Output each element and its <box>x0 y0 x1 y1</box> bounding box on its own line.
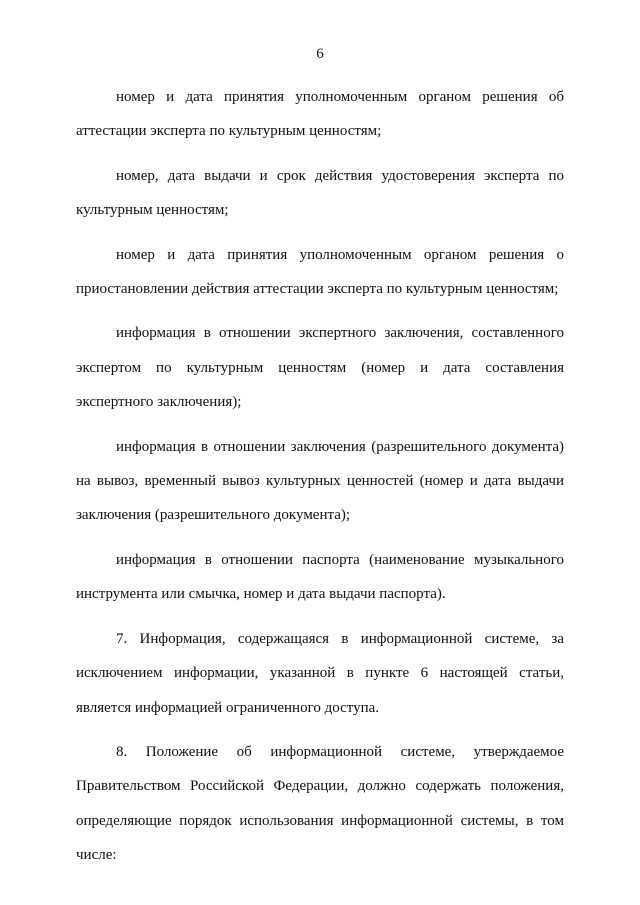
paragraph-export-permit: информация в отношении заключения (разрешительного документа) на вывоз, временный вывоз культурных ценностей (номер и дата выдачи заключения (разрешительного документа); <box>76 438 564 524</box>
paragraph-item-7: 7. Информация, содержащаяся в информационной системе, за исключением информации, указанной в пункте 6 настоящей статьи, является информацией ограниченного доступа. <box>76 630 564 716</box>
paragraph-expert-certificate: номер, дата выдачи и срок действия удостоверения эксперта по культурным ценностям; <box>76 167 564 219</box>
paragraph-attestation-suspension: номер и дата принятия уполномоченным органом решения о приостановлении действия аттестации эксперта по культурным ценностям; <box>76 246 564 298</box>
paragraph-expert-conclusion: информация в отношении экспертного заключения, составленного экспертом по культурным ценностям (номер и дата составления экспертного заключения); <box>76 325 564 411</box>
page-number: 6 <box>316 46 324 62</box>
paragraph-item-8: 8. Положение об информационной системе, утверждаемое Правительством Российской Федерации, должно содержать положения, определяющие порядок использования информационной системы, в том числе: <box>76 743 564 864</box>
document-body <box>76 80 564 883</box>
paragraph-instrument-passport: информация в отношении паспорта (наименование музыкального инструмента или смычка, номер и дата выдачи паспорта). <box>76 551 564 603</box>
paragraph-expert-attestation-decision: номер и дата принятия уполномоченным органом решения об аттестации эксперта по культурным ценностям; <box>76 89 564 140</box>
